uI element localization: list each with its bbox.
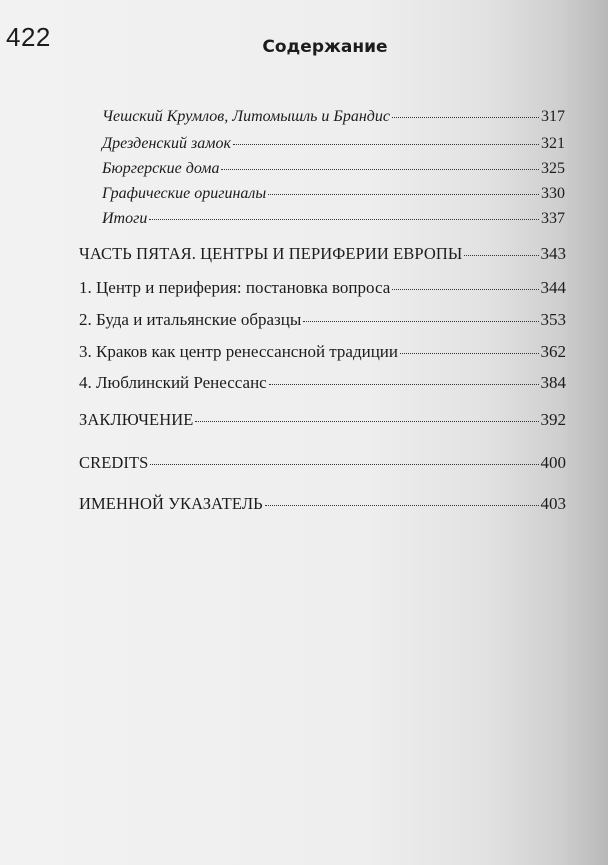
dot-leader [149,219,539,220]
toc-entry [102,108,565,126]
toc-entry-title: ЧАСТЬ ПЯТАЯ. ЦЕНТРЫ И ПЕРИФЕРИИ ЕВРОПЫ [79,244,463,263]
toc-entry-page: 325 [541,160,565,177]
toc-entry-page: 343 [540,244,566,263]
toc-entry-page: 353 [540,310,566,329]
page-number: 422 [6,22,51,52]
dot-leader [265,505,539,506]
toc-entry [79,410,566,430]
toc-entry-title: ЗАКЛЮЧЕНИЕ [79,410,194,429]
dot-leader [268,194,539,195]
toc-entry-title: 4. Люблинский Ренессанс [79,373,267,392]
toc-entry [79,373,566,393]
dot-leader [303,321,538,322]
toc-entry-title: Дрезденский замок [102,135,231,152]
toc-part-heading [79,244,566,264]
toc-entry-title: ИМЕННОЙ УКАЗАТЕЛЬ [79,494,263,513]
dot-leader [233,144,539,145]
toc-entry-page: 330 [541,185,565,202]
toc-entry [102,135,565,153]
toc-entry-title: 3. Краков как центр ренессансной традиции [79,342,399,361]
dot-leader [392,289,538,290]
toc-entry [79,342,566,362]
toc-entry-title: Графические оригиналы [102,185,267,202]
toc-entry-title: Чешский Крумлов, Литомышль и Брандис [102,108,390,125]
toc-entry-page: 317 [541,108,565,125]
dot-leader [221,169,539,170]
toc-entry-title: 1. Центр и периферия: постановка вопроса [79,278,391,297]
toc-entry [79,278,566,298]
toc-entry-page: 337 [541,210,565,227]
toc-entry-title: CREDITS [79,453,149,472]
toc-entry-page: 344 [540,278,566,297]
toc-entry [79,310,566,330]
toc-entry [102,210,565,228]
toc-entry-page: 362 [540,342,566,361]
dot-leader [269,384,539,385]
toc-entry-page: 321 [541,135,565,152]
toc-entry-page: 392 [540,410,566,429]
toc-entry-page: 403 [540,494,566,513]
dot-leader [392,117,539,118]
toc-entry [102,185,565,203]
dot-leader [195,421,538,422]
toc-entry [79,453,566,473]
toc-entry-title: 2. Буда и итальянские образцы [79,310,302,329]
running-head: Содержание [262,37,388,57]
dot-leader [150,464,538,465]
dot-leader [400,353,538,354]
toc-entry [102,160,565,178]
toc-entry [79,494,566,514]
toc-entry-title: Итоги [102,210,148,227]
dot-leader [464,255,538,256]
toc-entry-page: 400 [540,453,566,472]
toc-entry-page: 384 [540,373,566,392]
toc-entry-title: Бюргерские дома [102,160,220,177]
